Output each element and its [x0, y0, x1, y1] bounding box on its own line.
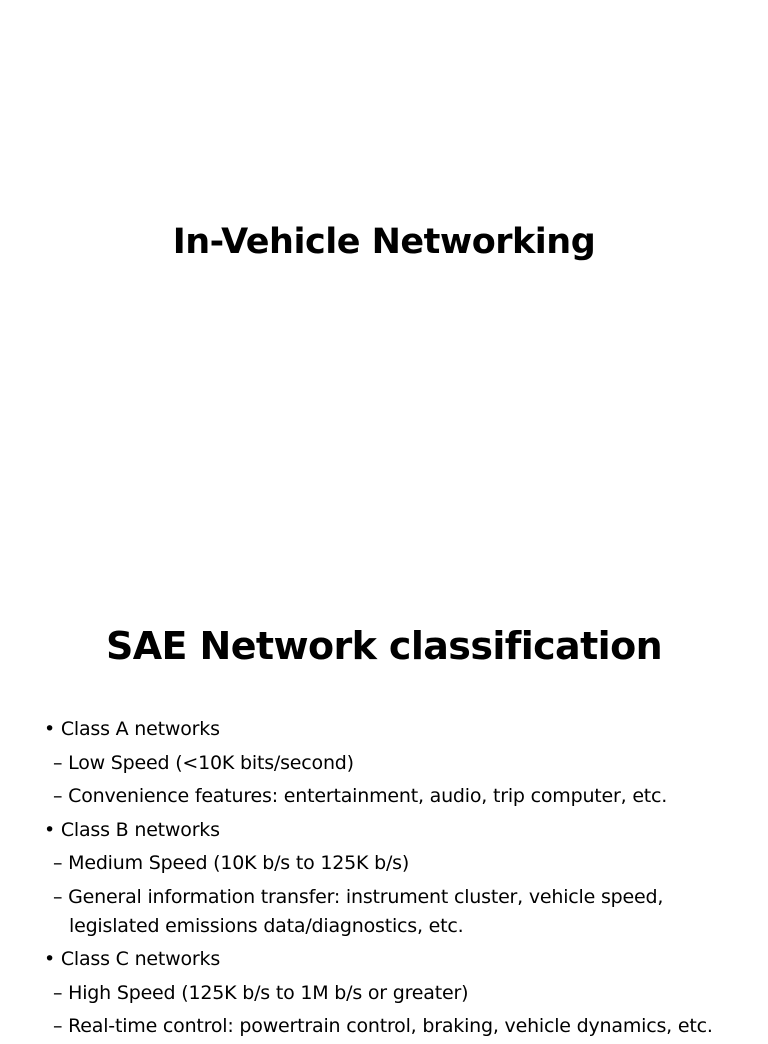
bullet-list — [44, 713, 754, 1044]
sub-bullet-item: – Medium Speed (10K b/s to 125K b/s) — [53, 852, 410, 875]
sub-bullet-item: – Real-time control: powertrain control, braking, vehicle dynamics, etc. — [53, 1015, 713, 1038]
bullet-item: • Class A networks — [44, 718, 220, 740]
sub-bullet-continuation: legislated emissions data/diagnostics, etc. — [69, 914, 464, 937]
bullet-item: • Class B networks — [44, 818, 220, 841]
slide-2 — [0, 512, 768, 1038]
slide-title: SAE Network classification — [105, 624, 663, 668]
sub-bullet-item: – General information transfer: instrument cluster, vehicle speed, — [53, 885, 664, 908]
slide-title: In-Vehicle Networking — [172, 222, 596, 262]
sub-bullet-item: – Convenience features: entertainment, audio, trip computer, etc. — [53, 785, 668, 808]
slide-1 — [0, 0, 768, 512]
sub-bullet-item: – Low Speed (<10K bits/second) — [53, 751, 354, 774]
bullet-item: • Class C networks — [44, 948, 221, 971]
sub-bullet-item: – High Speed (125K b/s to 1M b/s or greater) — [53, 981, 469, 1004]
